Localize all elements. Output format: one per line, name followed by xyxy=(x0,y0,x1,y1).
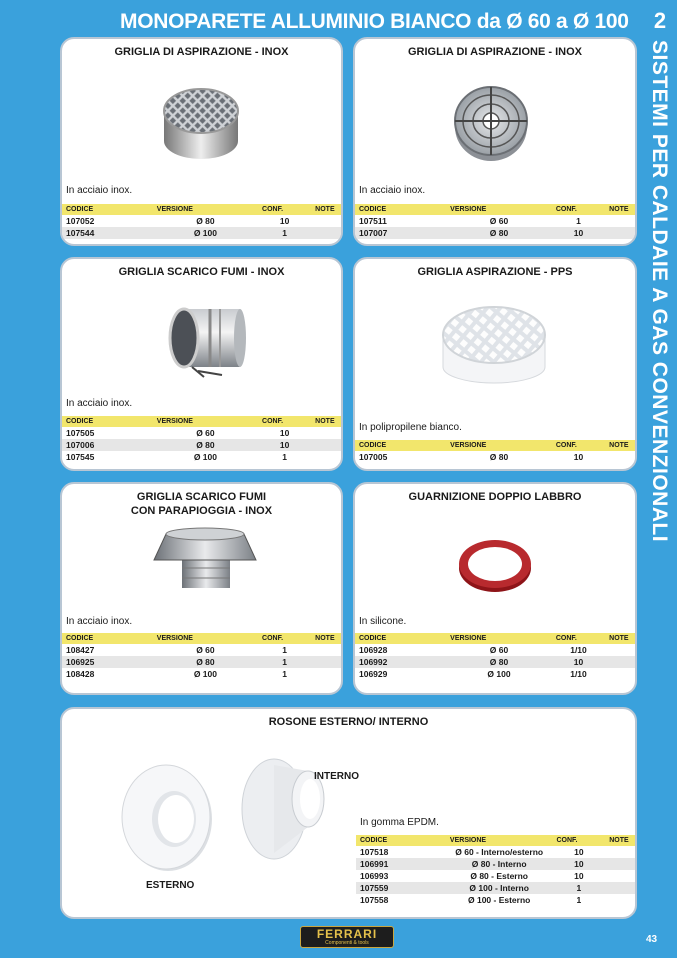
product-card-0 xyxy=(60,37,343,246)
cell-note xyxy=(311,656,341,668)
col-header-code: CODICE xyxy=(62,416,153,427)
cell-note xyxy=(311,644,341,656)
product-title: GRIGLIA DI ASPIRAZIONE - INOX xyxy=(408,46,582,58)
cell-code: 106928 xyxy=(355,644,446,656)
col-header-version: VERSIONE xyxy=(153,416,258,427)
table-row xyxy=(356,870,635,882)
cell-note xyxy=(311,451,341,463)
cell-version: Ø 60 xyxy=(153,427,258,439)
product-table xyxy=(355,633,635,680)
table-row xyxy=(355,644,635,656)
cell-conf: 10 xyxy=(258,215,311,227)
page-title: MONOPARETE ALLUMINIO BIANCO da Ø 60 a Ø 100 xyxy=(120,10,629,33)
col-header-conf: CONF. xyxy=(258,416,311,427)
col-header-note: NOTE xyxy=(311,633,341,644)
cell-code: 106992 xyxy=(355,656,446,668)
col-header-conf: CONF. xyxy=(552,204,605,215)
cell-code: 106991 xyxy=(356,858,446,870)
cell-conf: 10 xyxy=(552,227,605,239)
cell-version: Ø 100 - Interno xyxy=(446,882,553,894)
product-table xyxy=(62,633,341,680)
table-row xyxy=(356,894,635,906)
product-table xyxy=(355,204,635,239)
table-row xyxy=(62,439,341,451)
table-row xyxy=(62,451,341,463)
ferrari-logo xyxy=(300,926,394,948)
cell-code: 107558 xyxy=(356,894,446,906)
product-card-5 xyxy=(353,482,637,695)
product-table xyxy=(355,440,635,463)
rain-cap-grille-image xyxy=(150,524,260,596)
col-header-version: VERSIONE xyxy=(446,204,552,215)
cell-conf: 1/10 xyxy=(552,668,605,680)
rosone-interno-image xyxy=(234,753,330,863)
table-row xyxy=(356,846,635,858)
product-card-2 xyxy=(60,257,343,471)
cell-version: Ø 80 xyxy=(153,439,258,451)
product-title: GUARNIZIONE DOPPIO LABBRO xyxy=(408,491,582,503)
cell-code: 107005 xyxy=(355,451,446,463)
cell-version: Ø 60 xyxy=(446,644,552,656)
table-row xyxy=(62,427,341,439)
side-title xyxy=(644,40,674,600)
cell-version: Ø 80 xyxy=(446,227,552,239)
col-header-conf: CONF. xyxy=(552,440,605,451)
cell-code: 107006 xyxy=(62,439,153,451)
cell-note xyxy=(605,656,635,668)
cell-version: Ø 100 xyxy=(446,668,552,680)
product-table xyxy=(62,204,341,239)
white-pps-grille-image xyxy=(439,303,549,387)
table-row xyxy=(356,882,635,894)
col-header-version: VERSIONE xyxy=(153,633,258,644)
cell-code: 108428 xyxy=(62,668,153,680)
radial-grille-image xyxy=(451,79,531,163)
product-description: In acciaio inox. xyxy=(66,185,133,196)
logo-brand: FERRARI xyxy=(316,927,378,941)
table-row xyxy=(355,668,635,680)
cell-note xyxy=(605,644,635,656)
table-row xyxy=(355,227,635,239)
product-table xyxy=(62,416,341,463)
col-header-note: NOTE xyxy=(311,416,341,427)
cell-conf: 1 xyxy=(552,215,605,227)
cell-version: Ø 80 xyxy=(153,656,258,668)
cell-note xyxy=(311,427,341,439)
col-header-conf: CONF. xyxy=(258,204,311,215)
col-header-note: NOTE xyxy=(605,633,635,644)
table-row xyxy=(62,644,341,656)
product-description: In silicone. xyxy=(359,616,407,627)
cell-code: 107505 xyxy=(62,427,153,439)
table-row xyxy=(356,858,635,870)
label-interno: INTERNO xyxy=(314,771,359,782)
table-row xyxy=(62,656,341,668)
exhaust-grille-image xyxy=(162,301,252,383)
product-title: GRIGLIA DI ASPIRAZIONE - INOX xyxy=(114,46,289,58)
section-number: 2 xyxy=(653,8,667,33)
cell-conf: 1 xyxy=(552,882,605,894)
page-number: 43 xyxy=(646,934,658,945)
cell-note xyxy=(605,894,635,906)
cell-note xyxy=(605,227,635,239)
cell-conf: 10 xyxy=(552,451,605,463)
label-esterno: ESTERNO xyxy=(146,880,195,891)
product-title: GRIGLIA SCARICO FUMI - INOX xyxy=(118,266,285,278)
red-gasket-image xyxy=(455,536,535,596)
col-header-conf: CONF. xyxy=(258,633,311,644)
cell-version: Ø 80 - Esterno xyxy=(446,870,553,882)
product-card-4 xyxy=(60,482,343,695)
logo-tagline: Componenti & tools xyxy=(325,940,369,946)
cell-conf: 10 xyxy=(552,846,605,858)
product-card-1 xyxy=(353,37,637,246)
cell-version: Ø 80 xyxy=(153,215,258,227)
cell-conf: 10 xyxy=(552,858,605,870)
product-title: ROSONE ESTERNO/ INTERNO xyxy=(268,716,429,728)
cell-version: Ø 80 - Interno xyxy=(446,858,553,870)
round-mesh-grille-image xyxy=(158,81,244,165)
cell-conf: 1 xyxy=(258,656,311,668)
cell-note xyxy=(311,668,341,680)
cell-code: 107518 xyxy=(356,846,446,858)
table-row xyxy=(355,656,635,668)
cell-conf: 10 xyxy=(552,870,605,882)
cell-conf: 1 xyxy=(258,451,311,463)
cell-code: 107511 xyxy=(355,215,446,227)
table-row xyxy=(62,227,341,239)
col-header-note: NOTE xyxy=(311,204,341,215)
col-header-code: CODICE xyxy=(355,440,446,451)
rosone-esterno-image xyxy=(118,761,218,873)
table-row xyxy=(62,668,341,680)
table-row xyxy=(355,215,635,227)
cell-version: Ø 100 xyxy=(153,227,258,239)
cell-code: 107007 xyxy=(355,227,446,239)
cell-conf: 1 xyxy=(258,227,311,239)
cell-conf: 1 xyxy=(258,644,311,656)
cell-note xyxy=(311,439,341,451)
cell-note xyxy=(605,846,635,858)
product-table xyxy=(356,835,635,906)
cell-note xyxy=(605,870,635,882)
cell-code: 106929 xyxy=(355,668,446,680)
product-description: In acciaio inox. xyxy=(359,185,426,196)
cell-note xyxy=(605,858,635,870)
cell-note xyxy=(605,668,635,680)
cell-code: 106993 xyxy=(356,870,446,882)
cell-version: Ø 60 - Interno/esterno xyxy=(446,846,553,858)
col-header-code: CODICE xyxy=(62,633,153,644)
cell-code: 108427 xyxy=(62,644,153,656)
col-header-version: VERSIONE xyxy=(446,440,552,451)
cell-conf: 1 xyxy=(258,668,311,680)
product-description: In acciaio inox. xyxy=(66,398,133,409)
product-title: GRIGLIA ASPIRAZIONE - PPS xyxy=(417,266,573,278)
cell-note xyxy=(605,882,635,894)
table-row xyxy=(62,215,341,227)
col-header-code: CODICE xyxy=(62,204,153,215)
side-title-text: SISTEMI PER CALDAIE A GAS CONVENZIONALI xyxy=(648,40,671,543)
col-header-version: VERSIONE xyxy=(153,204,258,215)
cell-version: Ø 80 xyxy=(446,451,552,463)
col-header-code: CODICE xyxy=(355,633,446,644)
cell-note xyxy=(311,215,341,227)
product-description: In acciaio inox. xyxy=(66,616,133,627)
cell-code: 107544 xyxy=(62,227,153,239)
cell-conf: 1/10 xyxy=(552,644,605,656)
col-header-code: CODICE xyxy=(355,204,446,215)
col-header-version: VERSIONE xyxy=(446,835,553,846)
cell-version: Ø 80 xyxy=(446,656,552,668)
col-header-conf: CONF. xyxy=(552,835,605,846)
product-description: In gomma EPDM. xyxy=(360,817,439,828)
col-header-version: VERSIONE xyxy=(446,633,552,644)
rosone-card xyxy=(60,707,637,919)
cell-code: 107052 xyxy=(62,215,153,227)
cell-conf: 10 xyxy=(258,439,311,451)
cell-version: Ø 100 xyxy=(153,451,258,463)
col-header-note: NOTE xyxy=(605,204,635,215)
col-header-note: NOTE xyxy=(605,835,635,846)
product-description: In polipropilene bianco. xyxy=(359,422,462,433)
cell-note xyxy=(311,227,341,239)
cell-version: Ø 100 xyxy=(153,668,258,680)
cell-version: Ø 60 xyxy=(446,215,552,227)
col-header-code: CODICE xyxy=(356,835,446,846)
cell-code: 107559 xyxy=(356,882,446,894)
cell-version: Ø 60 xyxy=(153,644,258,656)
cell-conf: 1 xyxy=(552,894,605,906)
table-row xyxy=(355,451,635,463)
cell-code: 106925 xyxy=(62,656,153,668)
col-header-note: NOTE xyxy=(605,440,635,451)
cell-code: 107545 xyxy=(62,451,153,463)
cell-version: Ø 100 - Esterno xyxy=(446,894,553,906)
cell-note xyxy=(605,451,635,463)
col-header-conf: CONF. xyxy=(552,633,605,644)
cell-conf: 10 xyxy=(552,656,605,668)
cell-note xyxy=(605,215,635,227)
product-title: GRIGLIA SCARICO FUMI CON PARAPIOGGIA - INOX xyxy=(130,491,273,517)
product-card-3 xyxy=(353,257,637,471)
cell-conf: 10 xyxy=(258,427,311,439)
